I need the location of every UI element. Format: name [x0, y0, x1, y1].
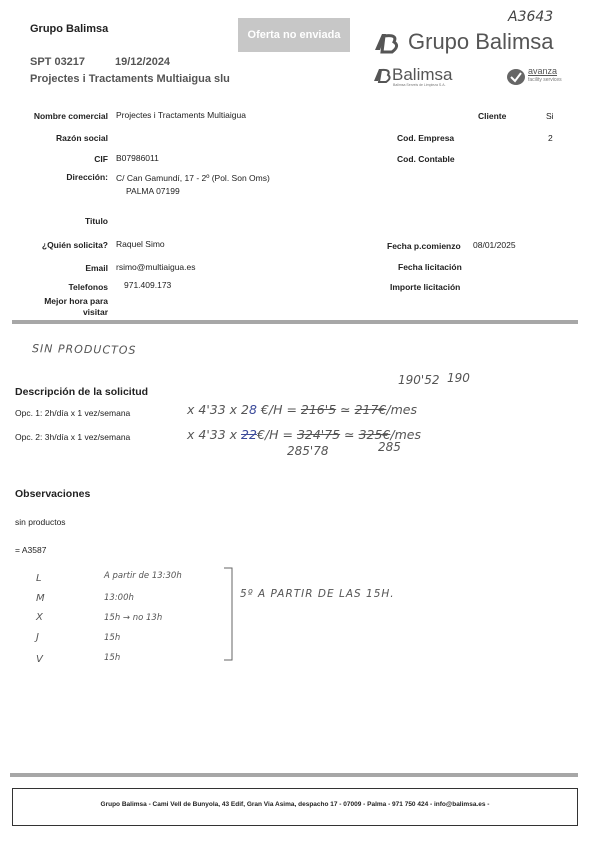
cliente-value: Si	[546, 111, 554, 121]
schedule-note: 5º A PARTIR DE LAS 15H.	[240, 588, 395, 600]
schedule-day-x: X	[36, 612, 43, 623]
mejor-hora-label-line-1: Mejor hora para	[44, 296, 108, 306]
telefonos-label: Telefonos	[68, 282, 108, 292]
importe-licitacion-label: Importe licitación	[390, 282, 461, 292]
option-1-handwritten-figure-1: 190'52	[398, 373, 440, 387]
fecha-comienzo-label: Fecha p.comienzo	[387, 241, 461, 251]
option-2-text: Opc. 2: 3h/día x 1 vez/semana	[15, 432, 131, 442]
titulo-label: Titulo	[85, 216, 108, 226]
schedule-time-j: 15h	[104, 633, 121, 643]
balimsa-logo-icon	[372, 66, 394, 84]
balimsa-logo-subtitle: Balimsa Serveis de Limpieza S.A.	[393, 83, 446, 87]
document-date: 19/12/2024	[115, 56, 171, 68]
cod-empresa-label: Cod. Empresa	[397, 133, 455, 143]
schedule-bracket	[222, 566, 236, 662]
quien-solicita-value: Raquel Simo	[116, 239, 165, 249]
option-1-calc-total: 216'5	[300, 402, 337, 417]
schedule-time-l: A partir de 13:30h	[104, 571, 182, 581]
option-1-handwritten-figure-2: 190	[447, 371, 470, 385]
status-badge: Oferta no enviada	[238, 18, 350, 52]
schedule-day-v: V	[36, 654, 43, 665]
cif-value: B07986011	[116, 153, 159, 163]
option-2-calc-corrected: 22	[241, 427, 257, 442]
email-label: Email	[85, 263, 108, 273]
avanza-logo-icon	[506, 68, 526, 86]
option-1-calc-part: x 4'33 x 2	[187, 402, 249, 417]
schedule-day-m: M	[36, 593, 45, 604]
schedule-day-l: L	[36, 573, 42, 584]
company-name: Grupo Balimsa	[30, 23, 109, 35]
handwritten-note: SIN PRODUCTOS	[31, 342, 137, 357]
option-2-calc-part: x 4'33 x	[187, 427, 238, 442]
option-1-text: Opc. 1: 2h/día x 1 vez/semana	[15, 408, 131, 418]
nombre-comercial-value: Projectes i Tractaments Multiaigua	[116, 110, 246, 120]
nombre-comercial-label: Nombre comercial	[33, 111, 108, 121]
option-2-calc-rounded: 325€	[358, 427, 391, 442]
option-1-calc-approx: ≃	[340, 402, 351, 417]
direccion-line-2: PALMA 07199	[126, 186, 180, 196]
cliente-label: Cliente	[478, 111, 507, 121]
cod-empresa-value: 2	[548, 133, 553, 143]
mejor-hora-label-line-2: visitar	[82, 307, 108, 317]
solicitud-title: Descripción de la solicitud	[15, 386, 149, 398]
avanza-logo-subtitle: facility services	[528, 77, 562, 83]
schedule-day-j: J	[36, 632, 39, 643]
option-1-handwritten-calc	[187, 402, 417, 417]
client-title: Projectes i Tractaments Multiaigua slu	[30, 73, 230, 85]
observaciones-title: Observaciones	[15, 488, 91, 500]
option-1-calc-rounded: 217€	[354, 402, 387, 417]
balimsa-logo-text: Balimsa	[392, 65, 453, 84]
footer-text: Grupo Balimsa - Cami Vell de Bunyola, 43 Edif, Gran Via Asima, despacho 17 - 07009 - Palma - 971 750 424 - info@balimsa.es -	[100, 801, 490, 808]
telefonos-value: 971.409.173	[124, 280, 172, 290]
option-2-calc-unit: /mes	[390, 427, 421, 442]
grupo-balimsa-logo-icon	[372, 30, 402, 56]
handwritten-code: A3643	[508, 9, 554, 25]
option-2-handwritten-figure-1: 285'78	[287, 444, 329, 458]
section-divider-top	[12, 320, 578, 324]
fecha-comienzo-value: 08/01/2025	[473, 240, 516, 250]
cif-label: CIF	[94, 154, 108, 164]
schedule-time-x: 15h → no 13h	[104, 613, 163, 623]
direccion-label: Dirección:	[66, 172, 108, 182]
fecha-licitacion-label: Fecha licitación	[398, 262, 462, 272]
cod-contable-label: Cod. Contable	[397, 154, 455, 164]
observaciones-line-2: = A3587	[15, 545, 47, 555]
reference-number: SPT 03217	[30, 56, 86, 68]
email-value: rsimo@multiaigua.es	[116, 262, 196, 272]
quien-solicita-label: ¿Quién solicita?	[41, 240, 108, 250]
razon-social-label: Razón social	[56, 133, 108, 143]
grupo-balimsa-logo-text: Grupo Balimsa	[408, 29, 554, 54]
schedule-time-v: 15h	[104, 653, 121, 663]
option-2-calc-approx: ≃	[344, 427, 355, 442]
schedule-time-m: 13:00h	[104, 593, 134, 603]
option-1-calc-rate: €/H =	[260, 402, 297, 417]
option-2-handwritten-figure-2: 285	[378, 440, 401, 454]
option-1-calc-unit: /mes	[386, 402, 418, 417]
section-divider-bottom	[10, 773, 578, 777]
option-1-calc-corrected: 8	[248, 402, 257, 417]
direccion-line-1: C/ Can Gamundí, 17 - 2º (Pol. Son Oms)	[116, 173, 270, 183]
observaciones-line-1: sin productos	[15, 517, 66, 527]
option-2-calc-rate: €/H =	[256, 427, 293, 442]
option-2-calc-total: 324'75	[296, 427, 341, 442]
avanza-logo-text: avanza	[528, 66, 558, 76]
